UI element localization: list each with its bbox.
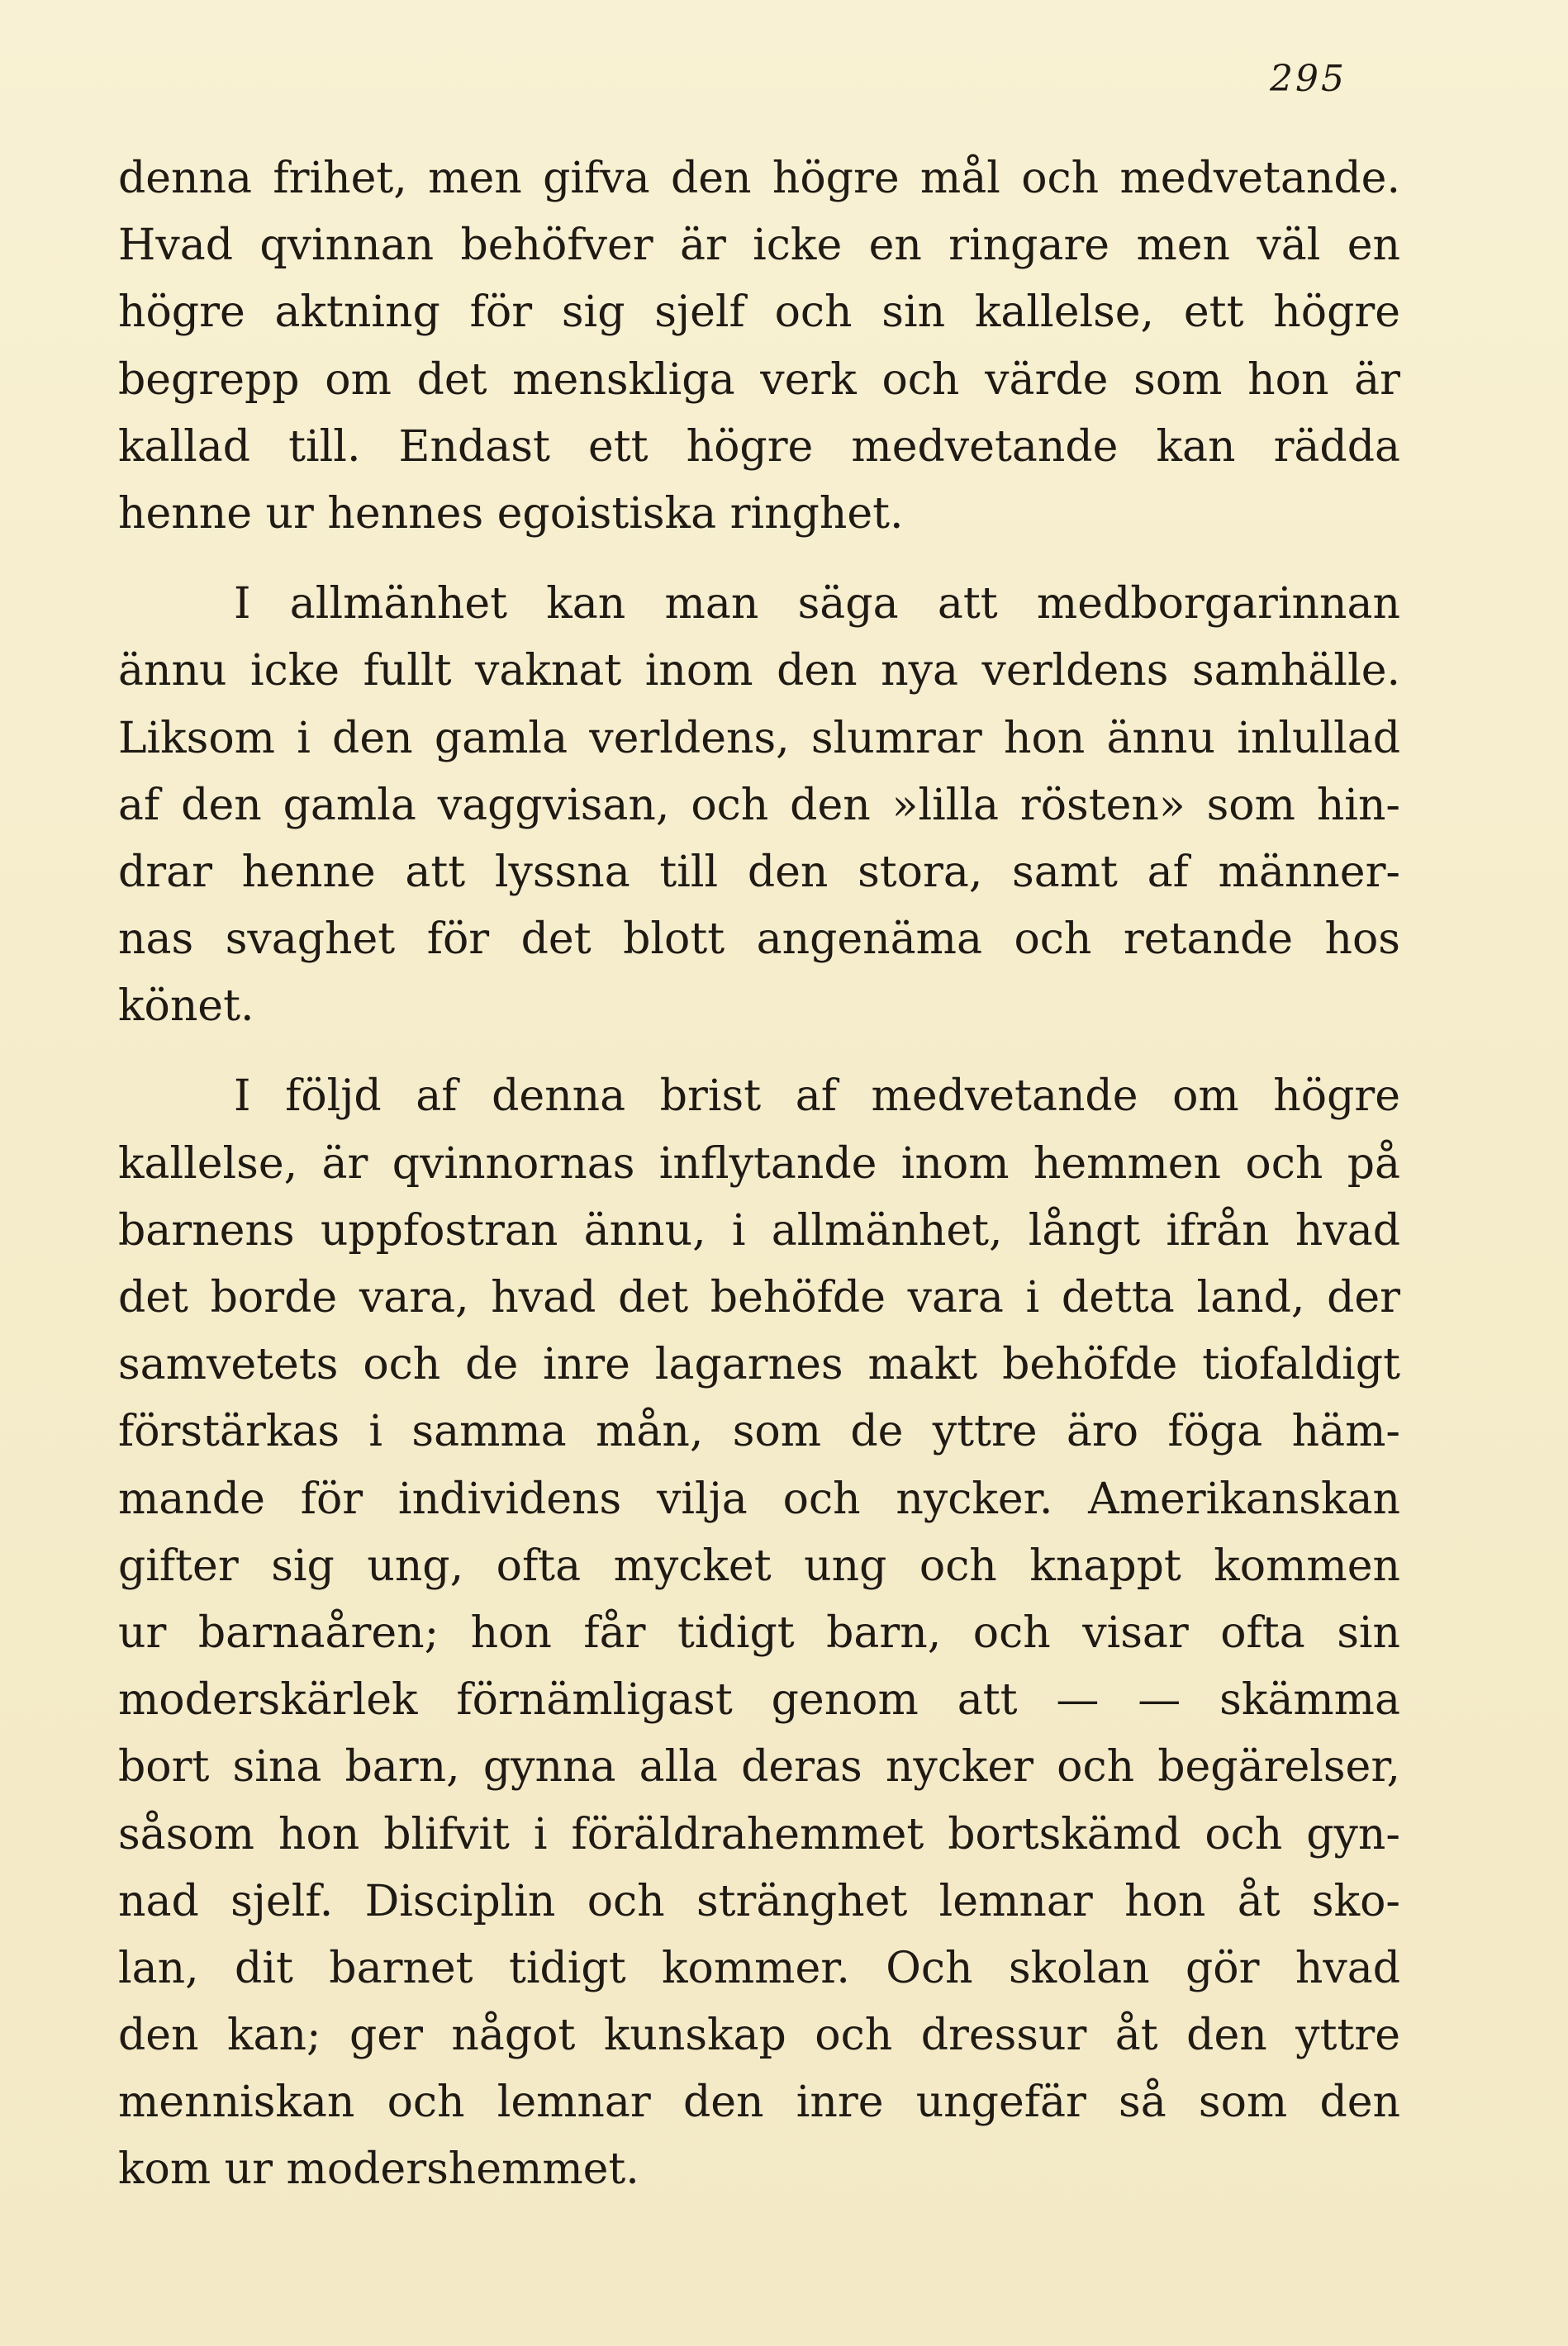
body-text xyxy=(118,145,1400,2204)
text-line: moderskärlek förnämligast genom att — — skämma xyxy=(118,1675,1400,1726)
text-line: I allmänhet kan man säga att medborgarinnan xyxy=(234,579,1400,629)
text-line: drar henne att lyssna till den stora, samt af männer- xyxy=(118,847,1400,897)
paragraph-1 xyxy=(118,145,1400,548)
text-line: såsom hon blifvit i föräldrahemmet bortskämd och gyn- xyxy=(118,1809,1400,1859)
paragraph-gap xyxy=(118,1040,1400,1063)
page-number: 295 xyxy=(1270,58,1347,100)
text-line: menniskan och lemnar den inre ungefär så som den xyxy=(118,2078,1400,2128)
text-line: högre aktning för sig sjelf och sin kallelse, ett högre xyxy=(118,287,1400,338)
text-line: Hvad qvinnan behöfver är icke en ringare men väl en xyxy=(118,221,1400,271)
text-line: nad sjelf. Disciplin och stränghet lemnar hon åt sko- xyxy=(118,1876,1400,1926)
text-line: förstärkas i samma mån, som de yttre äro föga häm- xyxy=(118,1407,1400,1457)
text-line: ur barnaåren; hon får tidigt barn, och visar ofta sin xyxy=(118,1608,1400,1658)
text-line: begrepp om det menskliga verk och värde som hon är xyxy=(118,354,1400,405)
text-line: af den gamla vaggvisan, och den »lilla rösten» som hin- xyxy=(118,780,1400,830)
text-line: mande för individens vilja och nycker. Amerikanskan xyxy=(118,1474,1400,1524)
paragraph-2 xyxy=(118,571,1400,1040)
text-line: gifter sig ung, ofta mycket ung och knappt kommen xyxy=(118,1541,1400,1591)
text-line: Liksom i den gamla verldens, slumrar hon ännu inlullad xyxy=(118,713,1400,763)
text-line: det borde vara, hvad det behöfde vara i detta land, der xyxy=(118,1273,1400,1323)
text-line: denna frihet, men gifva den högre mål och medvetande. xyxy=(118,154,1400,203)
text-line: I följd af denna brist af medvetande om högre xyxy=(234,1071,1400,1122)
text-line: den kan; ger något kunskap och dressur åt den yttre xyxy=(118,2011,1400,2061)
text-line: könet. xyxy=(118,981,254,1032)
text-line: bort sina barn, gynna alla deras nycker och begärelser, xyxy=(118,1742,1400,1793)
text-line: kallad till. Endast ett högre medvetande kan rädda xyxy=(118,421,1400,472)
text-line: samvetets och de inre lagarnes makt behöfde tiofaldigt xyxy=(118,1340,1400,1390)
text-line: lan, dit barnet tidigt kommer. Och skolan gör hvad xyxy=(118,1943,1400,1993)
text-line: nas svaghet för det blott angenäma och retande hos xyxy=(118,914,1400,965)
text-line: barnens uppfostran ännu, i allmänhet, långt ifrån hvad xyxy=(118,1205,1400,1256)
text-line: kallelse, är qvinnornas inflytande inom hemmen och på xyxy=(118,1138,1400,1189)
text-line: henne ur hennes egoistiska ringhet. xyxy=(118,488,904,539)
paragraph-gap xyxy=(118,548,1400,571)
text-line: kom ur modershemmet. xyxy=(118,2144,639,2195)
text-line: ännu icke fullt vaknat inom den nya verldens samhälle. xyxy=(118,646,1400,696)
paragraph-3 xyxy=(118,1063,1400,2203)
